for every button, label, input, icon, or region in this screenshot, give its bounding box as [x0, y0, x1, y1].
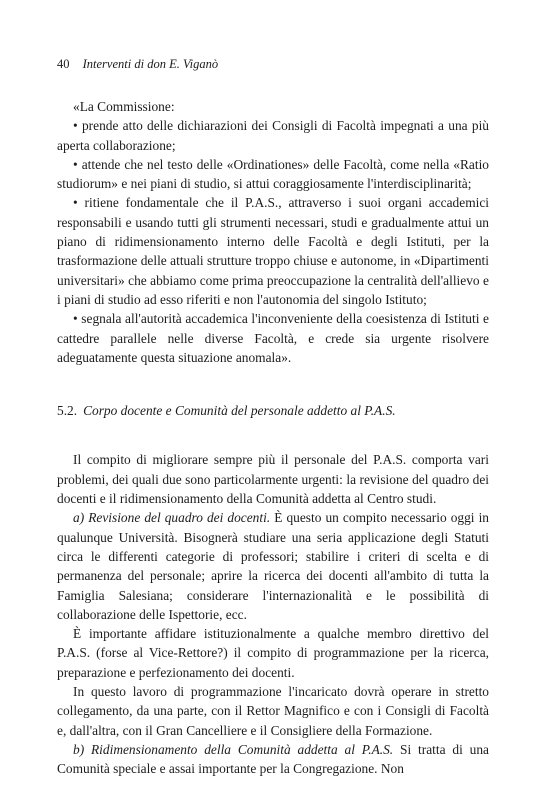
book-page	[57, 56, 489, 779]
quote-item: • segnala all'autorità accademica l'inconveniente della coesistenza di Istituti e cattedre parallele nelle diverse Facoltà, e crede sia urgente risolvere adeguatamente questa situazione anomala».	[57, 311, 489, 365]
quote-item: • attende che nel testo delle «Ordinationes» delle Facoltà, come nella «Ratio studiorum» e nei piani di studio, si attui coraggiosamente l'interdisciplinarità;	[57, 156, 489, 192]
section-number: 5.2.	[57, 403, 78, 419]
body-paragraph	[57, 508, 489, 624]
body-paragraph: Il compito di migliorare sempre più il personale del P.A.S. comporta vari problemi, dei quali due sono particolarmente urgenti: la revisione del quadro dei docenti e il ridimensionamento della Comunità addetta al Centro studi.	[57, 452, 489, 507]
commission-quote	[57, 97, 489, 367]
body-paragraph	[57, 740, 489, 779]
body-paragraph: In questo lavoro di programmazione l'incaricato dovrà operare in stretto collegamento, da una parte, con il Rettor Magnifico e con i Consigli di Facoltà e, dall'altra, con il Gran Cancelliere e il Consigliere della Formazione.	[57, 684, 489, 738]
running-header	[57, 56, 489, 72]
body-paragraph: È importante affidare istituzionalmente a qualche membro direttivo del P.A.S. (forse al Vice-Rettore?) il compito di programmazione per la ricerca, preparazione e perfezionamento dei docenti.	[57, 626, 489, 680]
quote-item: • ritiene fondamentale che il P.A.S., attraverso i suoi organi accademici responsabili e usando tutti gli strumenti necessari, studi e gradualmente attui un piano di ridimensionamento interno delle Facoltà e degli Istituti, per la trasformazione delle attuali strutture troppo chiuse e autonome, in «Dipartimenti universitari» che abbiamo come prima preoccupazione la centralità dell'allievo e i piani di studio ad esso riferiti e non l'autonomia del singolo Istituto;	[57, 195, 489, 307]
running-title: Interventi di don E. Viganò	[82, 57, 219, 71]
subsection-label: a) Revisione del quadro dei docenti.	[73, 510, 271, 526]
subsection-label: b) Ridimensionamento della Comunità addetta al P.A.S.	[73, 741, 394, 757]
quote-intro: «La Commissione:	[73, 99, 175, 114]
paragraph-text: È questo un compito necessario oggi in qualunque Università. Bisognerà studiare una seria applicazione degli Statuti circa le differenti categorie di professori; stabilire i criteri di scelta e di permanenza del personale; aprire la ricerca dei docenti all'ambito di tutta la Famiglia Salesiana; considerare l'internazionalità e le possibilità di collaborazione delle Ispettorie, ecc.	[57, 510, 489, 622]
quote-item: • prende atto delle dichiarazioni dei Consigli di Facoltà impegnati a una più aperta collaborazione;	[57, 118, 489, 153]
paragraph-text: Si tratta di una Comunità speciale e assai importante per la Congregazione. Non	[57, 741, 489, 777]
section-body	[57, 450, 489, 778]
section-heading	[57, 401, 489, 420]
section-title: Corpo docente e Comunità del personale addetto al P.A.S.	[83, 403, 396, 419]
page-number: 40	[57, 57, 70, 71]
